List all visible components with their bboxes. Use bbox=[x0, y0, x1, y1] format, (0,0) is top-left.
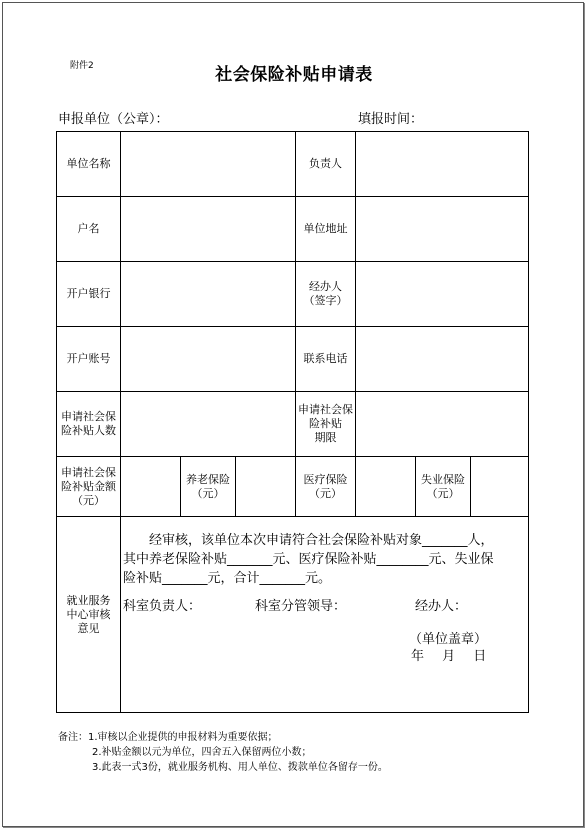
handler-label-text: 经办人 bbox=[309, 280, 343, 293]
attachment-label: 附件2 bbox=[70, 61, 94, 71]
account-number-label: 开户账号 bbox=[57, 327, 121, 392]
responsible-person-field[interactable] bbox=[356, 132, 529, 197]
subsidy-count-line-2: 险补贴人数 bbox=[61, 424, 116, 437]
handler-sign-text: （签字） bbox=[303, 294, 348, 307]
applicant-label: 申报单位（公章）： bbox=[58, 112, 169, 127]
subsidy-count-label bbox=[57, 392, 121, 457]
unit-address-field[interactable] bbox=[356, 197, 529, 262]
unemployment-label bbox=[416, 457, 471, 517]
review-label bbox=[57, 517, 121, 713]
review-opinion-cell[interactable] bbox=[121, 517, 529, 713]
bank-field[interactable] bbox=[121, 262, 296, 327]
seal-label: （单位盖章） bbox=[409, 632, 488, 647]
review-handler-label: 经办人： bbox=[415, 599, 468, 614]
unemployment-field[interactable] bbox=[471, 457, 529, 517]
unit-name-field[interactable] bbox=[121, 132, 296, 197]
unit-address-label: 单位地址 bbox=[296, 197, 356, 262]
account-number-field[interactable] bbox=[121, 327, 296, 392]
review-line-3: 险补贴_______元，合计_______元。 bbox=[123, 571, 332, 586]
unemployment-line-1: 失业保险 bbox=[421, 472, 466, 486]
handler-field[interactable] bbox=[356, 262, 529, 327]
subsidy-amount-label bbox=[57, 457, 121, 517]
responsible-person-label: 负责人 bbox=[296, 132, 356, 197]
subsidy-amount-line-1: 申请社会保 bbox=[61, 465, 116, 479]
subsidy-count-field[interactable] bbox=[121, 392, 296, 457]
application-form-table bbox=[56, 131, 529, 713]
subsidy-period-line-1: 申请社会保 bbox=[298, 403, 354, 416]
form-title: 社会保险补贴申请表 bbox=[215, 65, 373, 85]
review-label-line-2: 中心审核 bbox=[66, 607, 111, 621]
section-leader-label: 科室分管领导： bbox=[255, 599, 347, 614]
note-line-3: 3.此表一式3份，就业服务机构、用人单位、拨款单位各留存一份。 bbox=[92, 762, 388, 773]
pension-line-2: （元） bbox=[191, 486, 225, 500]
unemployment-line-2: （元） bbox=[426, 486, 460, 500]
review-label-line-1: 就业服务 bbox=[66, 593, 111, 607]
pension-label bbox=[181, 457, 236, 517]
subsidy-period-label bbox=[296, 392, 356, 457]
phone-field[interactable] bbox=[356, 327, 529, 392]
subsidy-period-line-2: 险补贴 bbox=[309, 417, 343, 430]
note-line-2: 2.补贴金额以元为单位，四舍五入保留两位小数； bbox=[92, 747, 312, 758]
subsidy-period-field[interactable] bbox=[356, 392, 529, 457]
unit-name-label: 单位名称 bbox=[57, 132, 121, 197]
notes bbox=[58, 730, 388, 775]
subsidy-amount-line-3: （元） bbox=[72, 493, 105, 507]
section-head-label: 科室负责人： bbox=[123, 599, 202, 614]
pension-field[interactable] bbox=[236, 457, 296, 517]
medical-field[interactable] bbox=[356, 457, 416, 517]
medical-line-1: 医疗保险 bbox=[303, 472, 348, 486]
review-line-1: 经审核，该单位本次申请符合社会保险补贴对象_______人， bbox=[123, 533, 494, 548]
subsidy-amount-field[interactable] bbox=[121, 457, 181, 517]
pension-line-1: 养老保险 bbox=[186, 472, 230, 486]
handler-label bbox=[296, 262, 356, 327]
date-label: 年 月 日 bbox=[411, 649, 487, 664]
medical-label bbox=[296, 457, 356, 517]
review-line-2: 其中养老保险补贴_______元、医疗保险补贴________元、失业保 bbox=[123, 552, 494, 567]
account-name-field[interactable] bbox=[121, 197, 296, 262]
bank-label: 开户银行 bbox=[57, 262, 121, 327]
subsidy-amount-line-2: 险补贴金额 bbox=[61, 479, 116, 493]
subsidy-count-line-1: 申请社会保 bbox=[61, 410, 116, 423]
review-opinion-text bbox=[123, 531, 519, 588]
subsidy-period-line-3: 期限 bbox=[314, 431, 337, 444]
phone-label: 联系电话 bbox=[296, 327, 356, 392]
account-name-label: 户名 bbox=[57, 197, 121, 262]
medical-line-2: （元） bbox=[309, 486, 343, 500]
note-line-1: 备注：1.审核以企业提供的申报材料为重要依据； bbox=[58, 732, 278, 743]
review-label-line-3: 意见 bbox=[77, 621, 100, 635]
fill-time-label: 填报时间： bbox=[358, 112, 424, 127]
